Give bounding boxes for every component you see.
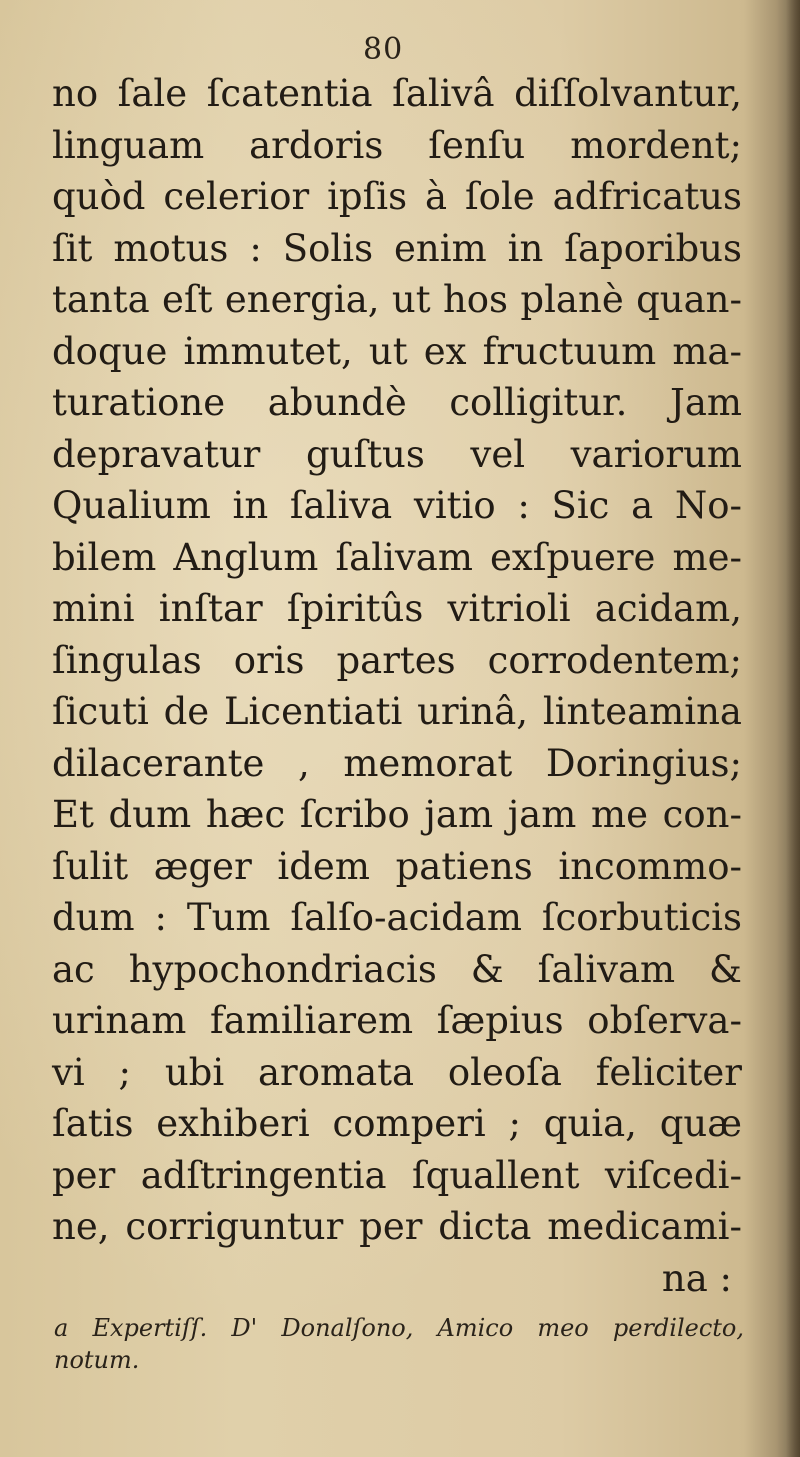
text-line: ſatis exhiberi comperi ; quia, quæ <box>52 1102 742 1145</box>
text-line: mini inſtar ſpiritûs vitrioli acidam, <box>52 587 742 630</box>
text-line: tanta eſt energia, ut hos planè quan- <box>52 278 742 321</box>
text-line: ſulit æger idem patiens incommo- <box>52 844 742 888</box>
text-line: bilem Anglum ſalivam exſpuere me- <box>52 535 742 579</box>
text-line: vi ; ubi aromata oleoſa feliciter <box>52 1050 742 1094</box>
text-line: ac hypochondriacis & ſalivam & <box>52 947 742 991</box>
text-line: no ſale ſcatentia ſalivâ diſſolvantur, <box>52 72 742 115</box>
text-line: linguam ardoris ſenſu mordent; <box>52 123 742 167</box>
footnote-line: a Expertiſſ. D' Donalſono, Amico meo perdilecto, <box>54 1314 744 1342</box>
text-line: ſicuti de Licentiati urinâ, linteamina <box>52 690 742 733</box>
text-line: ne, corriguntur per dicta medicami- <box>52 1205 742 1248</box>
text-line: Qualium in ſaliva vitio : Sic a No- <box>52 484 742 527</box>
text-line: Et dum hæc ſcribo jam jam me con- <box>52 793 742 836</box>
text-line: quòd celerior ipſis à ſole adfricatus <box>52 175 742 218</box>
text-line: depravatur guſtus vel variorum <box>52 432 742 476</box>
text-line: ſingulas oris partes corrodentem; <box>52 638 742 682</box>
footnote-line: notum. <box>54 1346 140 1374</box>
text-line: urinam familiarem ſæpius obſerva- <box>52 999 742 1042</box>
page-number: 80 <box>363 32 404 67</box>
text-line: dum : Tum ſalſo-acidam ſcorbuticis <box>52 896 742 939</box>
text-line-final: na : <box>661 1256 732 1300</box>
body-text <box>52 68 742 1304</box>
text-line: doque immutet, ut ex fructuum ma- <box>52 329 742 373</box>
text-line: ſit motus : Solis enim in ſaporibus <box>52 226 742 270</box>
text-line: per adſtringentia ſquallent viſcedi- <box>52 1153 742 1197</box>
page-edge-shadow <box>786 0 800 1457</box>
text-line: dilacerante , memorat Doringius; <box>52 741 742 785</box>
text-line: turatione abundè colligitur. Jam <box>52 381 742 424</box>
footnote <box>54 1312 744 1376</box>
